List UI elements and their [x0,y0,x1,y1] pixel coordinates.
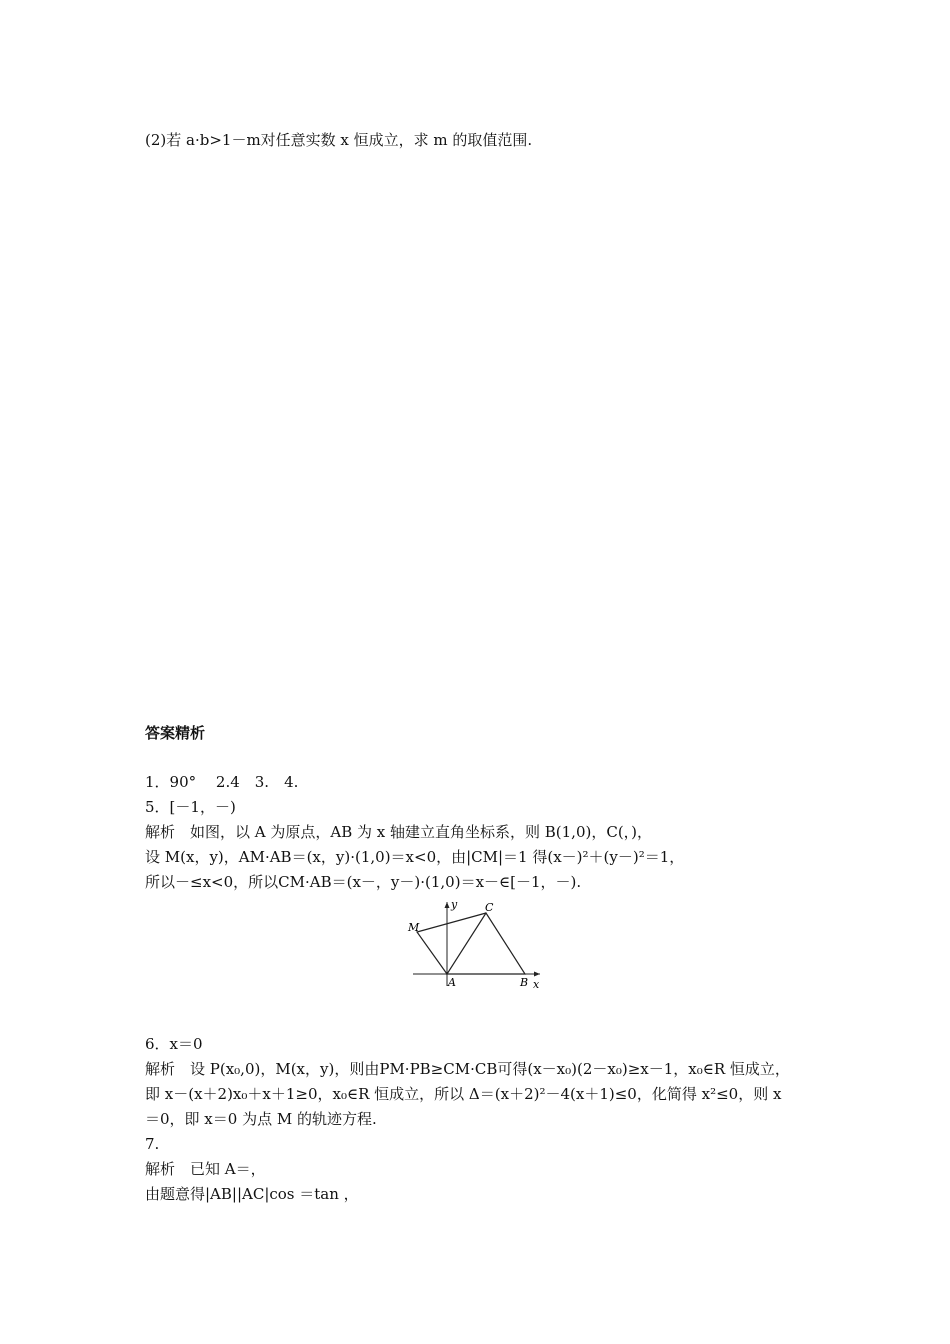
answer-line-10: 7. [145,1135,160,1153]
x-axis-arrow [534,972,540,977]
question-2: (2)若 a·b>1－m对任意实数 x 恒成立，求 m 的取值范围. [145,131,533,149]
answer-line-6: 6．x＝0 [145,1035,203,1053]
triangle-abc [447,913,525,974]
answer-line-12: 由题意得|AB||AC|cos ＝tan ， [145,1185,359,1203]
label-x: x [533,978,540,988]
answer-line-11: 解析 已知 A＝， [145,1160,266,1178]
label-a: A [448,976,456,988]
label-m: M [408,921,420,934]
segments-cma [417,913,486,974]
label-y: y [451,898,458,911]
answer-line-9: ＝0，即 x＝0 为点 M 的轨迹方程. [145,1110,377,1128]
label-c: C [485,901,494,914]
answer-line-5: 所以－≤x<0，所以CM·AB＝(x－，y－)·(1,0)＝x－∈[－1，－). [145,873,582,891]
answer-line-4: 设 M(x，y)，AM·AB＝(x，y)·(1,0)＝x<0，由|CM|＝1 得(x－)²＋(y－)²＝1， [145,848,685,866]
y-axis-arrow [445,902,450,908]
answer-line-2: 5．[－1，－) [145,798,236,816]
answer-heading: 答案精析 [145,724,206,742]
label-b: B [520,976,529,988]
answer-line-3: 解析 如图，以 A 为原点，AB 为 x 轴建立直角坐标系，则 B(1,0)，C(，)， [145,823,653,841]
geometry-figure [405,896,545,988]
answer-line-7: 解析 设 P(x₀,0)，M(x，y)，则由PM·PB≥CM·CB可得(x－x₀)(2－x₀)≥x－1，x₀∈R 恒成立， [145,1060,790,1078]
answer-line-1: 1．90° 2.4 3. 4. [145,773,299,791]
answer-line-8: 即 x－(x＋2)x₀＋x＋1≥0，x₀∈R 恒成立，所以 Δ＝(x＋2)²－4(x＋1)≤0，化简得 x²≤0，则 x [145,1085,782,1103]
